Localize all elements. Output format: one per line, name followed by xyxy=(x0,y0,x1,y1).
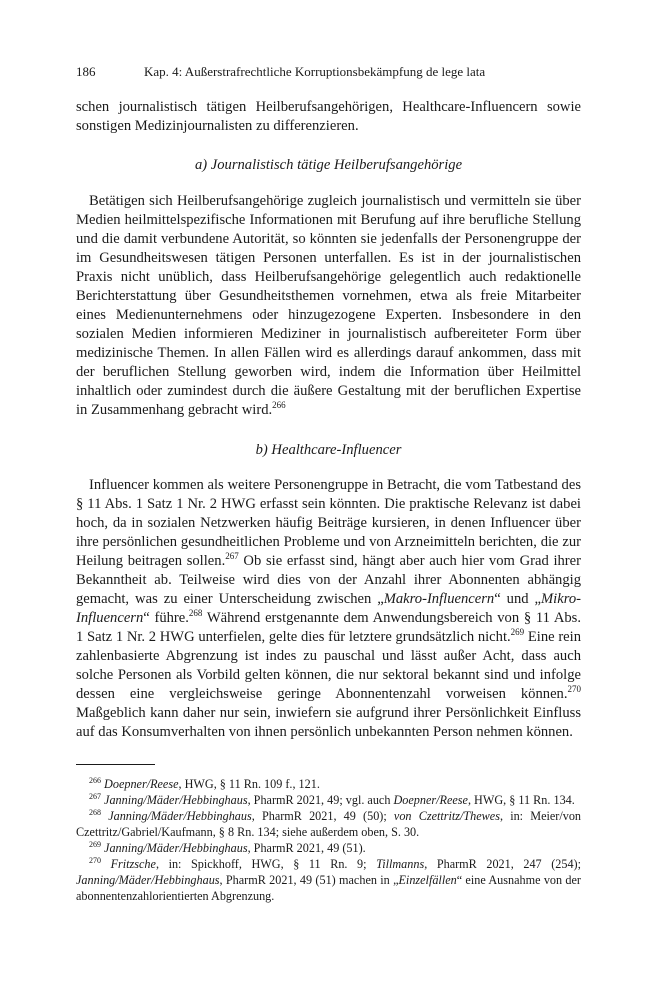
author-name: Doepner/Reese xyxy=(393,793,468,807)
author-name: Janning/Mäder/Hebbinghaus xyxy=(76,873,220,887)
section-heading-b: b) Healthcare-Influencer xyxy=(255,442,402,458)
section-heading-a: a) Journalistisch tätige Heilberufsangehörige xyxy=(194,157,463,173)
emphasis-text: Makro-Influencern xyxy=(383,591,495,607)
paragraph-text: Influencer kommen als weitere Personengruppe in Betracht, die vom Tatbestand des § 11 Abs. 1 Satz 1 Nr. 2 HWG erfasst sein könnten. Die praktische Relevanz ist dabei hoch, da in sozialen Netzwerken häufig Beiträge kursieren, in denen Influencer über ihre persönlichen gesundheitlichen Probleme und von Arzneimitteln berichten, die zur Heilung beitragen sollen. xyxy=(76,477,581,569)
footnote-number: 270 xyxy=(89,856,101,865)
chapter-title: Kap. 4: Außerstrafrechtliche Korruptionsbekämpfung de lege lata xyxy=(144,64,486,79)
paragraph-text: Betätigen sich Heilberufsangehörige zugleich journalistisch und vermitteln sie über Medien heilmittelspezifische Informationen mit Berufung auf ihre berufliche Stellung und die damit verbundene Autorität, so könnten sie jedenfalls der Personengruppe der im Gesundheitswesen tätigen Personen unterfallen. Es ist in der journalistischen Praxis nicht unüblich, dass Heilberufsangehörige gelegentlich auch redaktionelle Berichterstattung über Gesundheitsthemen vornehmen, etwa als freie Mitarbeiter eines Medienunternehmens oder hinzugezogene Experten. Insbesondere in den sozialen Medien informieren Mediziner in journalistisch aufbereiteter Form über medizinische Themen. In allen Fällen wird es allerdings darauf ankommen, dass mit der beruflichen Stellung geworben wird, indem die Information über Heilmittel inhaltlich oder zumindest durch die äußere Gestaltung mit der beruflichen Expertise in Zusammenhang gebracht wird. xyxy=(76,193,581,418)
footnote-ref[interactable]: 269 xyxy=(510,627,525,637)
page-number: 186 xyxy=(76,64,96,79)
paragraph-text: Maßgeblich kann daher nur sein, inwiefern sie aufgrund ihrer Persönlichkeit Einfluss auf das Konsumverhalten von ihnen persönlich unbekannten Person nehmen können. xyxy=(76,705,581,740)
footnote-number: 269 xyxy=(89,840,101,849)
paragraph-text: “ führe. xyxy=(143,610,189,626)
paragraph-journalists xyxy=(76,192,581,420)
footnote-number: 268 xyxy=(89,808,101,817)
emphasis-text: Einzelfällen xyxy=(398,873,457,887)
footnote-ref[interactable]: 270 xyxy=(567,684,581,694)
footnote-number: 267 xyxy=(89,792,101,801)
footnote-number: 266 xyxy=(89,776,101,785)
footnote-ref[interactable]: 267 xyxy=(225,551,239,561)
footnote-text: “ eine Ausnahme von der abonnentenzahlorientierten Abgrenzung. xyxy=(76,873,581,903)
footnote-text: , PharmR 2021, 49; vgl. auch xyxy=(247,793,394,807)
footnote-267 xyxy=(76,792,581,808)
emphasis-text: Mikro-Influencern xyxy=(76,591,581,626)
footnote-divider xyxy=(76,764,155,765)
footnote-text: , PharmR 2021, 49 (51) machen in „ xyxy=(219,873,399,887)
paragraph-text: Während erstgenannte dem Anwendungsbereich von § 11 Abs. 1 Satz 1 Nr. 2 HWG unterfielen, gelte dies für letztere grundsätzlich nicht. xyxy=(76,610,581,645)
author-name: Janning/Mäder/Hebbinghaus xyxy=(104,841,248,855)
footnote-ref[interactable]: 268 xyxy=(188,608,203,618)
author-name: Janning/Mäder/Hebbinghaus xyxy=(108,809,252,823)
running-header xyxy=(76,64,581,80)
footnote-text: , PharmR 2021, 247 (254); xyxy=(424,857,581,871)
footnote-266 xyxy=(76,776,581,792)
paragraph-text: Ob sie erfasst sind, hängt aber auch hier vom Grad ihrer Bekanntheit ab. Teilweise wird dies von der Anzahl ihrer Abonnenten abhängig gemacht, was zu einer Unterscheidung zwischen „ xyxy=(76,553,581,607)
author-name: Tillmanns xyxy=(376,857,425,871)
footnote-269 xyxy=(76,840,581,856)
footnote-text: , in: Spickhoff, HWG, § 11 Rn. 9; xyxy=(155,857,377,871)
paragraph-influencer xyxy=(76,476,581,742)
footnote-268 xyxy=(76,808,581,840)
author-name: von Czettritz/Thewes xyxy=(393,809,500,823)
footnote-ref[interactable]: 266 xyxy=(272,400,286,410)
footnote-270 xyxy=(76,856,581,904)
footnote-text: , PharmR 2021, 49 (50); xyxy=(251,809,394,823)
paragraph-text: Eine rein zahlenbasierte Abgrenzung ist indes zu pauschal und lässt außer Acht, dass auch solche Personen als Vorbild gelten können, die nur sektoral bekannt sind und infolge dessen eine vergleichsweise geringe Abonnentenzahl vorweisen können. xyxy=(76,629,582,702)
footnote-text: , PharmR 2021, 49 (51). xyxy=(247,841,366,855)
footnote-text: , in: Meier/von Czettritz/Gabriel/Kaufmann, § 8 Rn. 134; siehe außerdem oben, S. 30. xyxy=(76,809,582,839)
author-name: Fritzsche xyxy=(110,857,156,871)
author-name: Doepner/Reese xyxy=(104,777,179,791)
footnote-text: , HWG, § 11 Rn. 109 f., 121. xyxy=(178,777,320,791)
author-name: Janning/Mäder/Hebbinghaus xyxy=(104,793,248,807)
paragraph-text: “ und „ xyxy=(494,591,542,607)
footnote-text: , HWG, § 11 Rn. 134. xyxy=(467,793,575,807)
paragraph-continued: schen journalistisch tätigen Heilberufsangehörigen, Healthcare-Influencern sowie sonstigen Medizinjournalisten zu differenzieren. xyxy=(76,99,581,134)
